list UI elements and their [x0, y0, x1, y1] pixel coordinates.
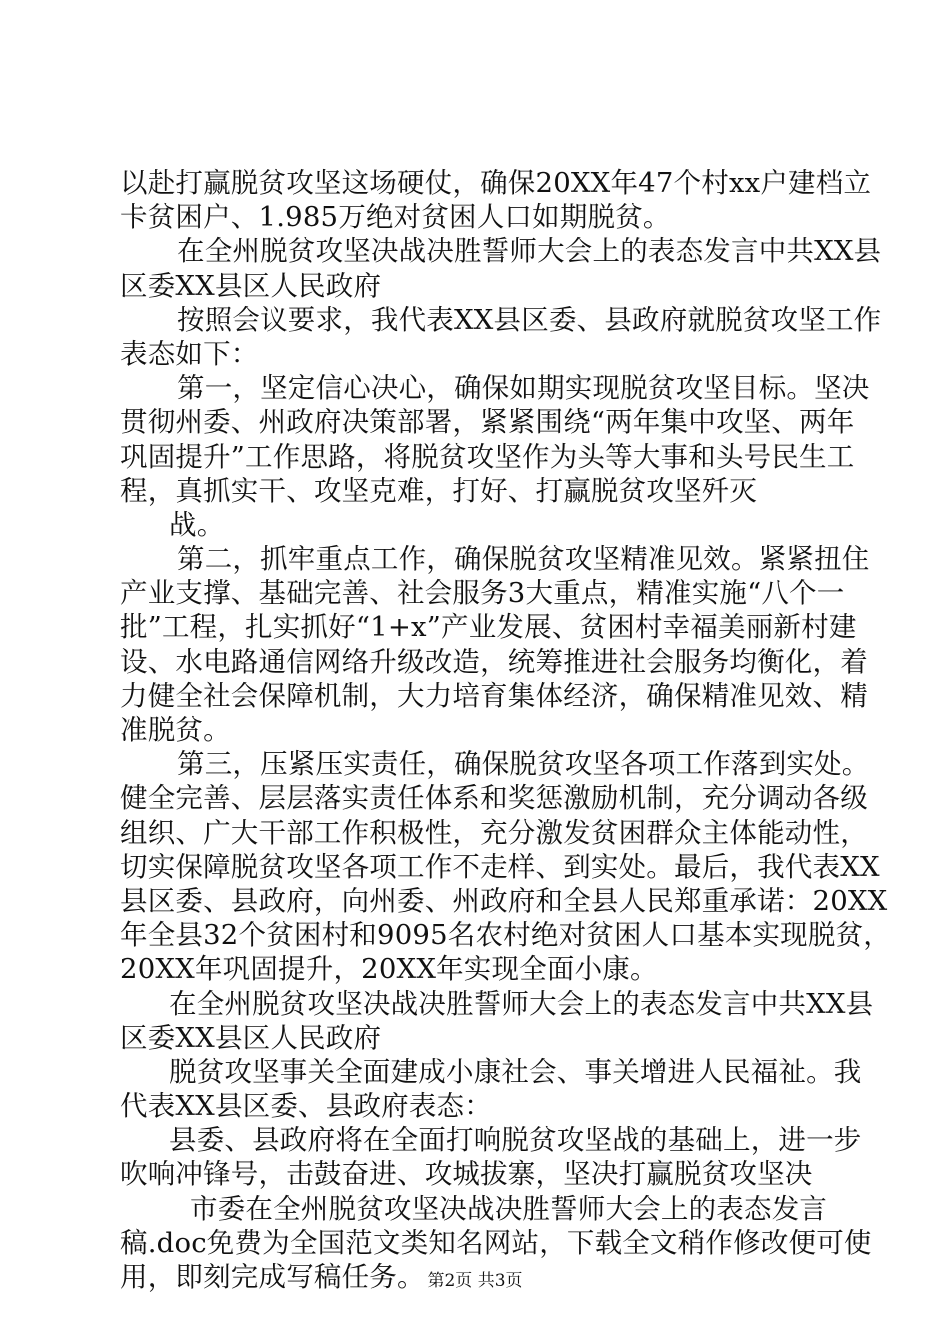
text-line: 以赴打赢脱贫攻坚这场硬仗，确保20XX年47个村xx户建档立 [120, 167, 872, 199]
text-line: 区委XX县区人民政府 [120, 269, 382, 302]
text-line: 第二，抓牢重点工作，确保脱贫攻坚精准见效。紧紧扭住 [177, 543, 870, 576]
text-line: 市委在全州脱贫攻坚决战决胜誓师大会上的表态发言 [190, 1192, 828, 1225]
text-line: 第一，坚定信心决心，确保如期实现脱贫攻坚目标。坚决 [177, 372, 870, 405]
text-line: 区委XX县区人民政府 [120, 1021, 382, 1054]
text-line: 健全完善、层层落实责任体系和奖惩激励机制，充分调动各级 [120, 782, 868, 815]
text-line: 稿.doc免费为全国范文类知名网站，下载全文稍作修改便可使 [120, 1226, 872, 1259]
text-line: 巩固提升”工作思路，将脱贫攻坚作为头等大事和头号民生工 [120, 440, 855, 473]
text-line: 第三，压紧压实责任，确保脱贫攻坚各项工作落到实处。 [177, 748, 870, 781]
text-line: 战。 [169, 508, 225, 541]
text-line: 产业支撑、基础完善、社会服务3大重点，精准实施“八个一 [120, 577, 845, 610]
text-line: 切实保障脱贫攻坚各项工作不走样、到实处。最后，我代表XX [120, 850, 880, 883]
text-line: 脱贫攻坚事关全面建成小康社会、事关增进人民福祉。我 [169, 1055, 862, 1088]
text-line: 在全州脱贫攻坚决战决胜誓师大会上的表态发言中共XX县 [177, 235, 882, 268]
page-number-footer: 第2页 共3页 [427, 1271, 523, 1291]
text-line: 年全县32个贫困村和9095名农村绝对贫困人口基本实现脱贫， [120, 919, 891, 952]
text-line: 贯彻州委、州政府决策部署，紧紧围绕“两年集中攻坚、两年 [120, 406, 855, 439]
text-line: 表态如下： [120, 337, 259, 370]
text-line: 程，真抓实干、攻坚克难，打好、打赢脱贫攻坚歼灭 [120, 474, 758, 507]
text-line: 县委、县政府将在全面打响脱贫攻坚战的基础上，进一步 [169, 1124, 862, 1157]
text-line: 按照会议要求，我代表XX县区委、县政府就脱贫攻坚工作 [177, 303, 882, 336]
text-line: 组织、广大干部工作积极性，充分激发贫困群众主体能动性， [120, 816, 868, 849]
text-line: 准脱贫。 [120, 714, 231, 746]
text-line: 县区委、县政府，向州委、州政府和全县人民郑重承诺：20XX [120, 884, 888, 917]
text-line: 设、水电路通信网络升级改造，统筹推进社会服务均衡化，着 [120, 645, 868, 678]
text-line: 20XX年巩固提升，20XX年实现全面小康。 [120, 953, 658, 986]
text-line: 在全州脱贫攻坚决战决胜誓师大会上的表态发言中共XX县 [169, 987, 874, 1020]
text-line: 力健全社会保障机制，大力培育集体经济，确保精准见效、精 [120, 679, 868, 712]
text-line: 用，即刻完成写稿任务。 [120, 1261, 425, 1293]
text-line: 代表XX县区委、县政府表态： [120, 1090, 492, 1123]
document-body [120, 166, 891, 1294]
text-line: 批”工程，扎实抓好“1+x”产业发展、贫困村幸福美丽新村建 [120, 611, 857, 644]
text-line: 卡贫困户、1.985万绝对贫困人口如期脱贫。 [120, 201, 671, 234]
text-line: 吹响冲锋号，击鼓奋进、攻城拔寨，坚决打赢脱贫攻坚决 [120, 1158, 813, 1191]
